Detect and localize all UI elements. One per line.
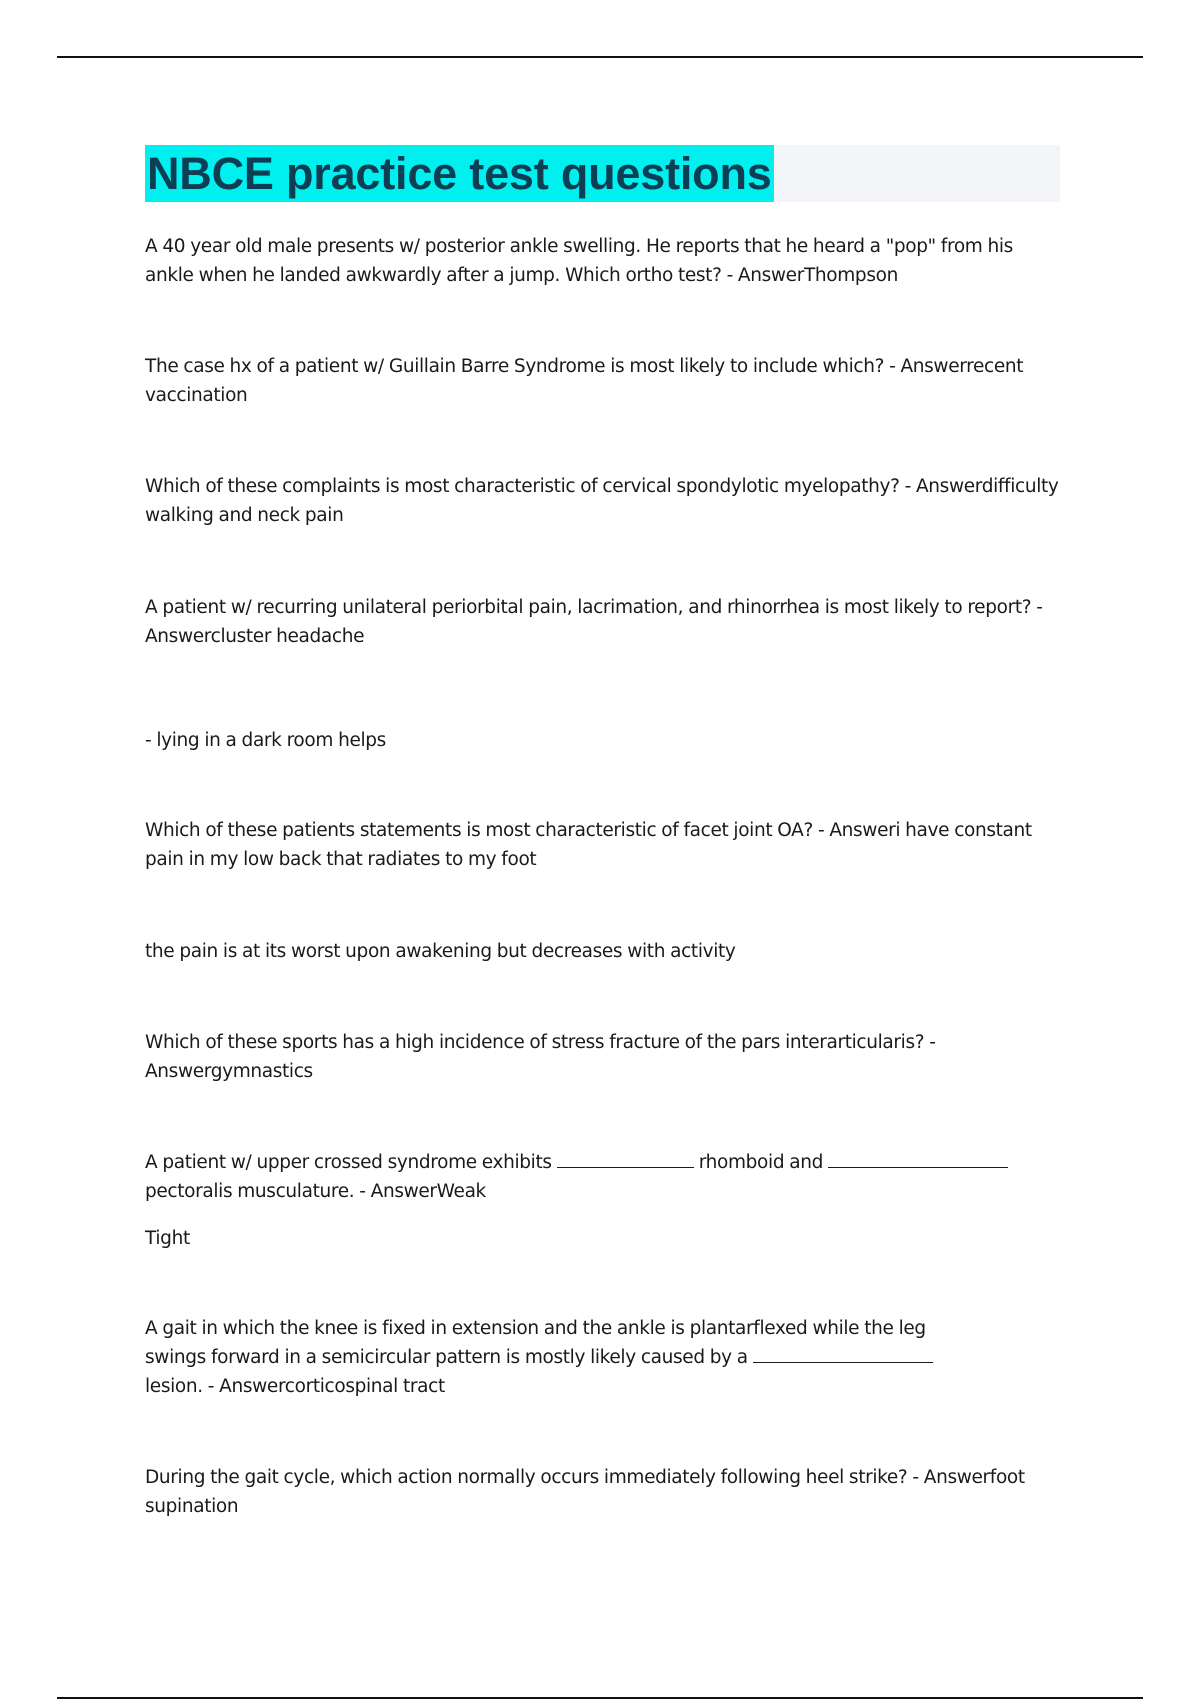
bottom-divider <box>57 1697 1143 1699</box>
question-8-part-2: lesion. - Answercorticospinal tract <box>145 1376 445 1397</box>
fill-blank-3 <box>753 1344 933 1363</box>
fill-blank-2 <box>828 1149 1008 1168</box>
question-4: A patient w/ recurring unilateral periorbital pain, lacrimation, and rhinorrhea is most likely to report? - Answercluster headache <box>145 597 1043 647</box>
question-7 <box>145 1148 1060 1206</box>
top-divider <box>57 56 1143 58</box>
title-section <box>145 145 1060 202</box>
fill-blank-1 <box>557 1149 694 1168</box>
question-1: A 40 year old male presents w/ posterior ankle swelling. He reports that he heard a "pop" from his ankle when he landed awkwardly after a jump. Which ortho test? - AnswerThompson <box>145 236 1013 286</box>
question-7-part-2: rhomboid and <box>698 1152 823 1173</box>
question-7-part-3: pectoralis musculature. - AnswerWeak <box>145 1181 486 1202</box>
question-6: Which of these sports has a high incidence of stress fracture of the pars interarticularis? - Answergymnastics <box>145 1032 936 1082</box>
question-7-part-1: A patient w/ upper crossed syndrome exhibits <box>145 1152 552 1173</box>
page-title: NBCE practice test questions <box>145 145 774 202</box>
question-4-note: - lying in a dark room helps <box>145 730 386 751</box>
question-8 <box>145 1314 975 1401</box>
question-8-part-1: A gait in which the knee is fixed in extension and the ankle is plantarflexed while the leg swings forward in a semicircular pattern is mostly likely caused by a <box>145 1318 926 1368</box>
question-5: Which of these patients statements is most characteristic of facet joint OA? - Answeri have constant pain in my low back that radiates to my foot <box>145 820 1032 870</box>
question-7-note: Tight <box>145 1228 190 1249</box>
title-bar <box>145 145 1060 202</box>
question-3: Which of these complaints is most characteristic of cervical spondylotic myelopathy? - Answerdifficulty walking and neck pain <box>145 476 1059 526</box>
question-9: During the gait cycle, which action normally occurs immediately following heel strike? - Answerfoot supination <box>145 1467 1025 1517</box>
question-2: The case hx of a patient w/ Guillain Barre Syndrome is most likely to include which? - Answerrecent vaccination <box>145 356 1024 406</box>
question-5-note: the pain is at its worst upon awakening but decreases with activity <box>145 941 736 962</box>
